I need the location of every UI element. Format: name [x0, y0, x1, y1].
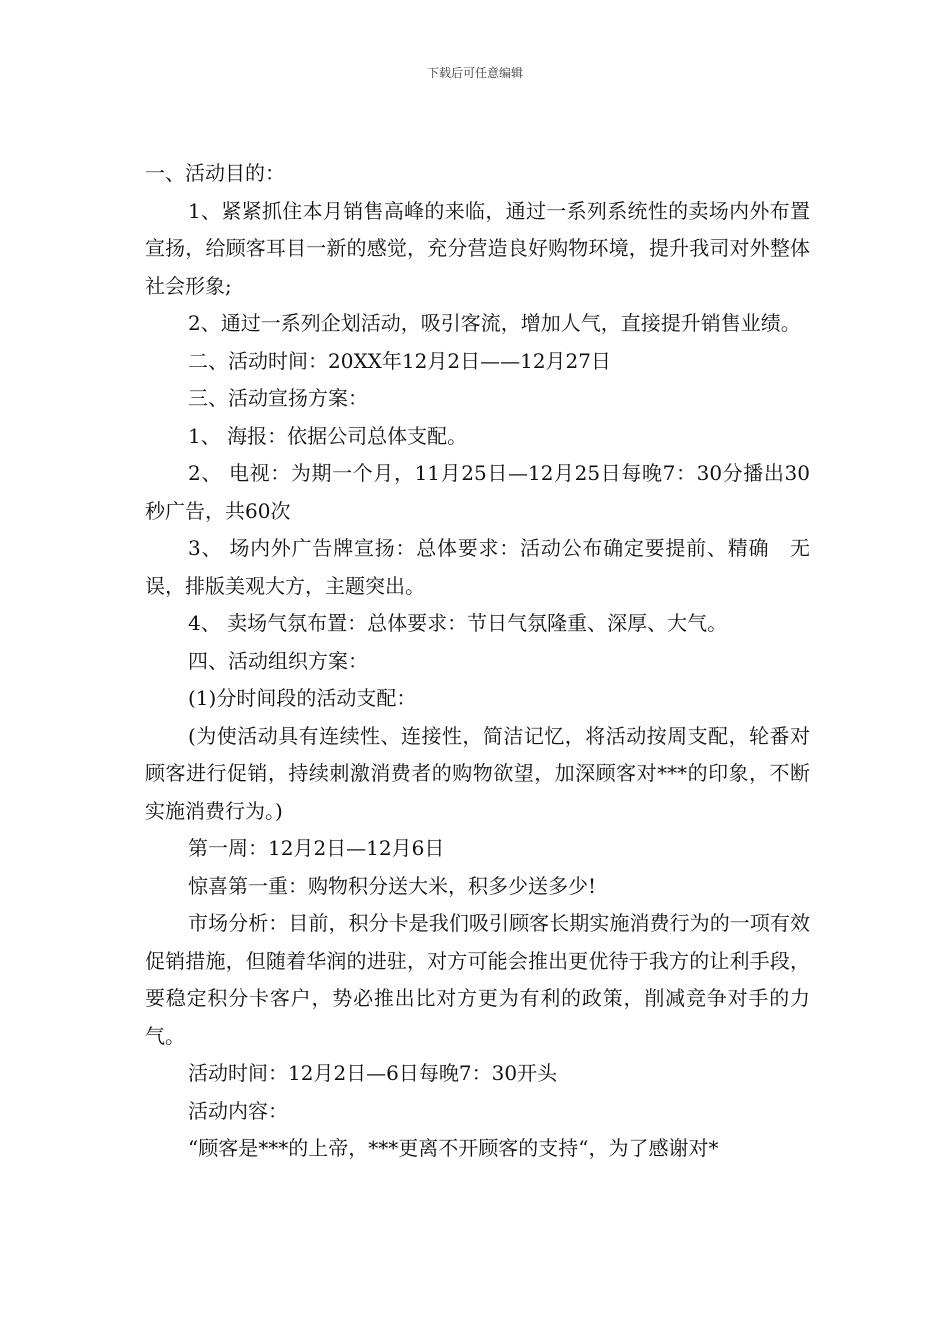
paragraph: (为使活动具有连续性、连接性，简洁记忆，将活动按周支配，轮番对顾客进行促销，持续刺激消费者的购物欲望，加深顾客对***的印象，不断实施消费行为。): [145, 723, 810, 823]
paragraph: (1)分时间段的活动支配：: [188, 686, 417, 710]
page-header: 下载后可任意编辑: [426, 66, 523, 80]
paragraph: 1、 海报：依据公司总体支配。: [188, 423, 468, 448]
paragraph: 1、紧紧抓住本月销售高峰的来临，通过一系列系统性的卖场内外布置宣扬，给顾客耳目一新的感觉，充分营造良好购物环境，提升我司对外整体社会形象;: [145, 198, 810, 298]
paragraph: 活动时间：12月2日—6日每晚7：30开头: [188, 1061, 558, 1085]
paragraph: 第一周：12月2日—12月6日: [188, 836, 445, 860]
paragraph: 3、 场内外广告牌宣扬：总体要求：活动公布确定要提前、精确 无误，排版美观大方，主题突出。: [145, 536, 810, 598]
paragraph: 4、 卖场气氛布置：总体要求：节日气氛隆重、深厚、大气。: [188, 611, 728, 635]
paragraph: “顾客是***的上帝，***更离不开顾客的支持“，为了感谢对*: [188, 1136, 719, 1160]
heading-promotion: 三、活动宣扬方案：: [188, 386, 368, 410]
paragraph: 2、通过一系列企划活动，吸引客流，增加人气，直接提升销售业绩。: [188, 311, 801, 335]
heading-time: 二、活动时间：20XX年12月2日——12月27日: [188, 348, 611, 373]
paragraph: 活动内容：: [188, 1098, 288, 1123]
document-body: [145, 155, 810, 1168]
paragraph: 惊喜第一重：购物积分送大米，积多少送多少!: [188, 873, 597, 898]
paragraph: 市场分析：目前，积分卡是我们吸引顾客长期实施消费行为的一项有效促销措施，但随着华润的进驻，对方可能会推出更优待于我方的让利手段，要稳定积分卡客户，势必推出比对方更为有利的政策，削减竞争对手的力气。: [145, 911, 810, 1048]
heading-purpose: 一、活动目的：: [145, 161, 285, 185]
paragraph: 2、 电视：为期一个月，11月25日—12月25日每晚7：30分播出30秒广告，共60次: [145, 461, 810, 523]
heading-organization: 四、活动组织方案：: [188, 648, 368, 673]
